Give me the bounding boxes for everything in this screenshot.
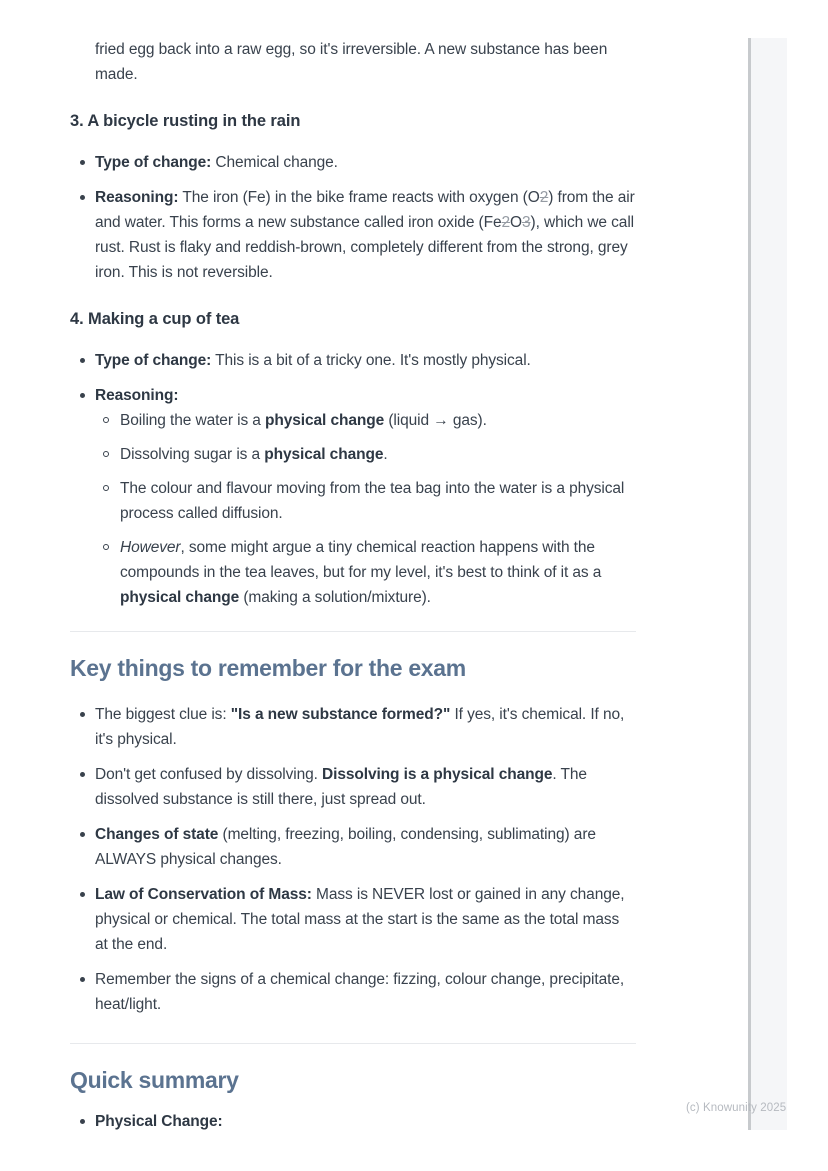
next-page-preview[interactable]	[751, 38, 787, 1130]
note-content	[70, 37, 636, 1134]
knowunity-watermark: (c) Knowunity 2025	[686, 1102, 787, 1114]
sublist-item-dissolving: Dissolving sugar is a physical change.	[120, 442, 636, 467]
paragraph-fried-egg-tail: fried egg back into a raw egg, so it's irreversible. A new substance has been made.	[95, 41, 608, 83]
example-4-list	[70, 348, 636, 610]
heading-quick-summary: Quick summary	[70, 1067, 239, 1093]
key-things-list	[70, 702, 636, 1017]
list-item-changes-of-state: Changes of state (melting, freezing, boiling, condensing, sublimating) are ALWAYS physical changes.	[95, 822, 636, 872]
quick-summary-list	[70, 1109, 636, 1134]
list-item-conservation-of-mass: Law of Conservation of Mass: Mass is NEVER lost or gained in any change, physical or chemical. The total mass at the start is the same as the total mass at the end.	[95, 882, 636, 957]
list-item-signs: Remember the signs of a chemical change: fizzing, colour change, precipitate, heat/light.	[95, 967, 636, 1017]
reasoning-label: Reasoning:	[95, 387, 179, 404]
reasoning-sublist	[95, 408, 636, 610]
list-item-biggest-clue: The biggest clue is: "Is a new substance formed?" If yes, it's chemical. If no, it's physical.	[95, 702, 636, 752]
heading-example-4: 4. Making a cup of tea	[70, 310, 240, 328]
list-item-type-of-change: Type of change: Chemical change.	[95, 150, 636, 175]
sublist-item-boiling: Boiling the water is a physical change (liquid → gas).	[120, 408, 636, 433]
sublist-item-diffusion: The colour and flavour moving from the tea bag into the water is a physical process called diffusion.	[120, 476, 636, 526]
list-item-reasoning: Reasoning: The iron (Fe) in the bike frame reacts with oxygen (O2) from the air and water. This forms a new substance called iron oxide (Fe2O3), which we call rust. Rust is flaky and reddish-brown, completely different from the strong, grey iron. This is not reversible.	[95, 185, 636, 285]
heading-key-things: Key things to remember for the exam	[70, 655, 466, 681]
section-divider	[70, 631, 636, 632]
list-item-dissolving: Don't get confused by dissolving. Dissolving is a physical change. The dissolved substance is still there, just spread out.	[95, 762, 636, 812]
sublist-item-however: However, some might argue a tiny chemical reaction happens with the compounds in the tea leaves, but for my level, it's best to think of it as a physical change (making a solution/mixture).	[120, 535, 636, 610]
section-divider	[70, 1043, 636, 1044]
example-3-list	[70, 150, 636, 285]
list-item-physical-change: Physical Change:	[95, 1109, 636, 1134]
list-item-reasoning	[95, 383, 636, 610]
list-item-type-of-change: Type of change: This is a bit of a tricky one. It's mostly physical.	[95, 348, 636, 373]
page-edge-shadow	[748, 38, 751, 1130]
heading-example-3: 3. A bicycle rusting in the rain	[70, 112, 301, 130]
